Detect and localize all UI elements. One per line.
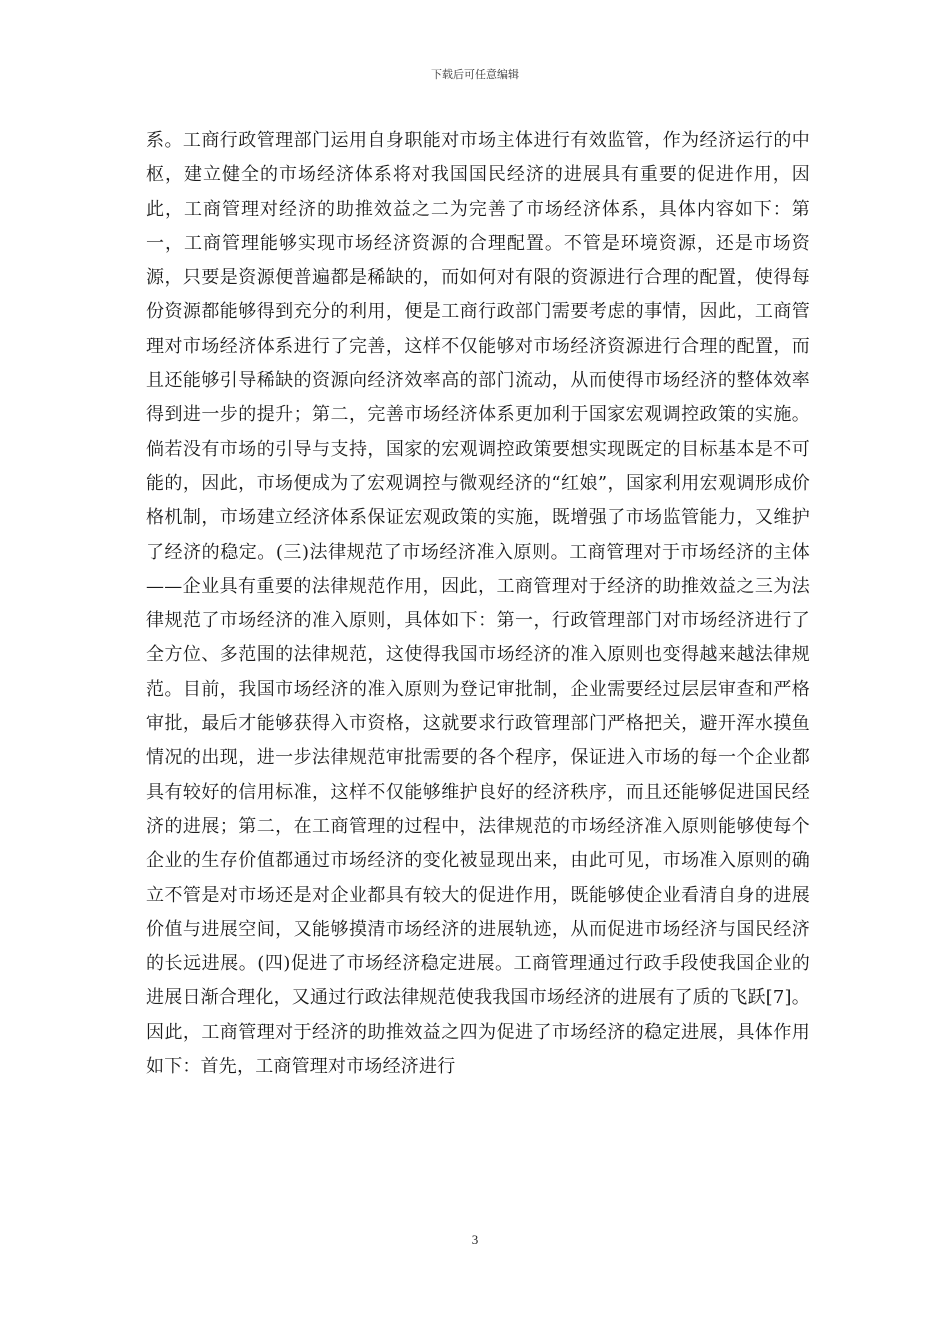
body-paragraph: 系。工商行政管理部门运用自身职能对市场主体进行有效监管，作为经济运行的中枢，建立健全的市场经济体系将对我国国民经济的进展具有重要的促进作用，因此，工商管理对经济的助推效益之二为完善了市场经济体系，具体内容如下：第一，工商管理能够实现市场经济资源的合理配置。不管是环境资源，还是市场资源，只要是资源便普遍都是稀缺的，而如何对有限的资源进行合理的配置，使得每份资源都能够得到充分的利用，便是工商行政部门需要考虑的事情，因此，工商管理对市场经济体系进行了完善，这样不仅能够对市场经济资源进行合理的配置，而且还能够引导稀缺的资源向经济效率高的部门流动，从而使得市场经济的整体效率得到进一步的提升；第二，完善市场经济体系更加利于国家宏观调控政策的实施。倘若没有市场的引导与支持，国家的宏观调控政策要想实现既定的目标基本是不可能的，因此，市场便成为了宏观调控与微观经济的“红娘”，国家利用宏观调形成价格机制，市场建立经济体系保证宏观政策的实施，既增强了市场监管能力，又维护了经济的稳定。(三)法律规范了市场经济准入原则。工商管理对于市场经济的主体——企业具有重要的法律规范作用，因此，工商管理对于经济的助推效益之三为法律规范了市场经济的准入原则，具体如下：第一，行政管理部门对市场经济进行了全方位、多范围的法律规范，这使得我国市场经济的准入原则也变得越来越法律规范。目前，我国市场经济的准入原则为登记审批制，企业需要经过层层审查和严格审批，最后才能够获得入市资格，这就要求行政管理部门严格把关，避开浑水摸鱼情况的出现，进一步法律规范审批需要的各个程序，保证进入市场的每一个企业都具有较好的信用标准，这样不仅能够维护良好的经济秩序，而且还能够促进国民经济的进展；第二，在工商管理的过程中，法律规范的市场经济准入原则能够使每个企业的生存价值都通过市场经济的变化被显现出来，由此可见，市场准入原则的确立不管是对市场还是对企业都具有较大的促进作用，既能够使企业看清自身的进展价值与进展空间，又能够摸清市场经济的进展轨迹，从而促进市场经济与国民经济的长远进展。(四)促进了市场经济稳定进展。工商管理通过行政手段使我国企业的进展日渐合理化，又通过行政法律规范使我我国市场经济的进展有了质的飞跃[7]。因此，工商管理对于经济的助推效益之四为促进了市场经济的稳定进展，具体作用如下：首先，工商管理对市场经济进行: [146, 130, 810, 1078]
page-header: 下载后可任意编辑: [431, 68, 519, 81]
page-number: 3: [471, 1232, 479, 1247]
